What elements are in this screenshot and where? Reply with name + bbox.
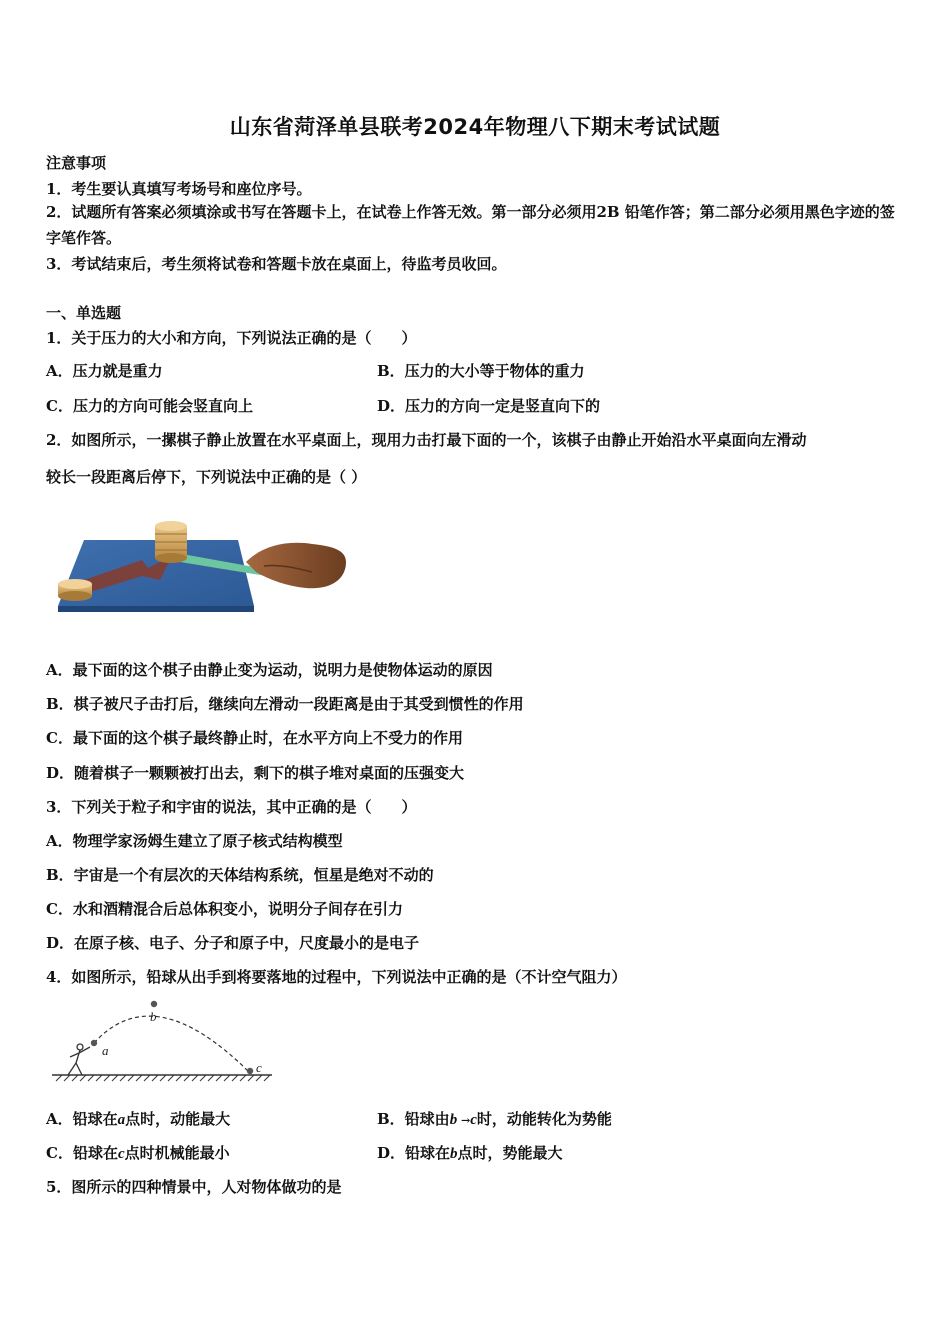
shotput-figure xyxy=(50,995,280,1090)
label-c: c xyxy=(256,1060,262,1075)
q4-option-c: C．铅球在c点时机械能最小 xyxy=(46,1144,230,1162)
q1-option-c: C．压力的方向可能会竖直向上 xyxy=(46,397,253,415)
checkers-figure xyxy=(50,510,350,620)
section-heading: 一、单选题 xyxy=(46,304,122,322)
notice-item-1: 1．考生要认真填写考场号和座位序号。 xyxy=(46,180,312,198)
q2-option-b: B．棋子被尺子击打后，继续向左滑动一段距离是由于其受到惯性的作用 xyxy=(46,695,524,713)
ground-hatch xyxy=(56,1075,270,1081)
q4-option-b: B．铅球由b →c时，动能转化为势能 xyxy=(377,1110,612,1128)
q4-option-a: A．铅球在a点时，动能最大 xyxy=(46,1110,231,1128)
page-title: 山东省菏泽单县联考2024年物理八下期末考试试题 xyxy=(229,115,721,139)
q1-stem: 1．关于压力的大小和方向，下列说法正确的是（ ） xyxy=(46,329,417,347)
q2-option-c: C．最下面的这个棋子最终静止时，在水平方向上不受力的作用 xyxy=(46,729,463,747)
ball-c xyxy=(247,1068,253,1074)
moving-checker xyxy=(58,579,92,601)
thrower-figure xyxy=(68,1044,90,1075)
q3-stem: 3．下列关于粒子和宇宙的说法，其中正确的是（ ） xyxy=(46,798,417,816)
q3-option-d: D．在原子核、电子、分子和原子中，尺度最小的是电子 xyxy=(46,934,420,952)
q1-option-b: B．压力的大小等于物体的重力 xyxy=(377,362,585,380)
notice-heading: 注意事项 xyxy=(46,154,107,172)
ball-b xyxy=(151,1001,157,1007)
q4-stem: 4．如图所示，铅球从出手到将要落地的过程中，下列说法中正确的是（不计空气阻力） xyxy=(46,968,627,986)
q1-option-a: A．压力就是重力 xyxy=(46,362,163,380)
q3-option-b: B．宇宙是一个有层次的天体结构系统，恒星是绝对不动的 xyxy=(46,866,434,884)
ball-a xyxy=(91,1040,97,1046)
q4-option-d: D．铅球在b点时，势能最大 xyxy=(377,1144,563,1162)
q2-option-a: A．最下面的这个棋子由静止变为运动，说明力是使物体运动的原因 xyxy=(46,661,493,679)
table-edge xyxy=(58,606,254,612)
label-b: b xyxy=(150,1009,157,1024)
q1-option-d: D．压力的方向一定是竖直向下的 xyxy=(377,397,601,415)
q5-stem: 5．图所示的四种情景中，人对物体做功的是 xyxy=(46,1178,342,1196)
q3-option-a: A．物理学家汤姆生建立了原子核式结构模型 xyxy=(46,832,343,850)
label-a: a xyxy=(102,1043,109,1058)
notice-item-2: 2．试题所有答案必须填涂或书写在答题卡上，在试卷上作答无效。第一部分必须用2B 铅笔作答；第二部分必须用黑色字迹的签字笔作答。 xyxy=(46,203,895,247)
q2-option-d: D．随着棋子一颗颗被打出去，剩下的棋子堆对桌面的压强变大 xyxy=(46,764,465,782)
q2-stem-line2: 较长一段距离后停下，下列说法中正确的是（ ） xyxy=(46,468,367,486)
hand xyxy=(246,543,346,588)
q3-option-c: C．水和酒精混合后总体积变小，说明分子间存在引力 xyxy=(46,900,403,918)
checker-stack xyxy=(155,521,187,563)
q2-stem-line1: 2．如图所示，一摞棋子静止放置在水平桌面上，现用力击打最下面的一个，该棋子由静止开始沿水平桌面向左滑动 xyxy=(46,431,807,449)
notice-item-3: 3．考试结束后，考生须将试卷和答题卡放在桌面上，待监考员收回。 xyxy=(46,255,507,273)
trajectory xyxy=(94,1016,250,1073)
